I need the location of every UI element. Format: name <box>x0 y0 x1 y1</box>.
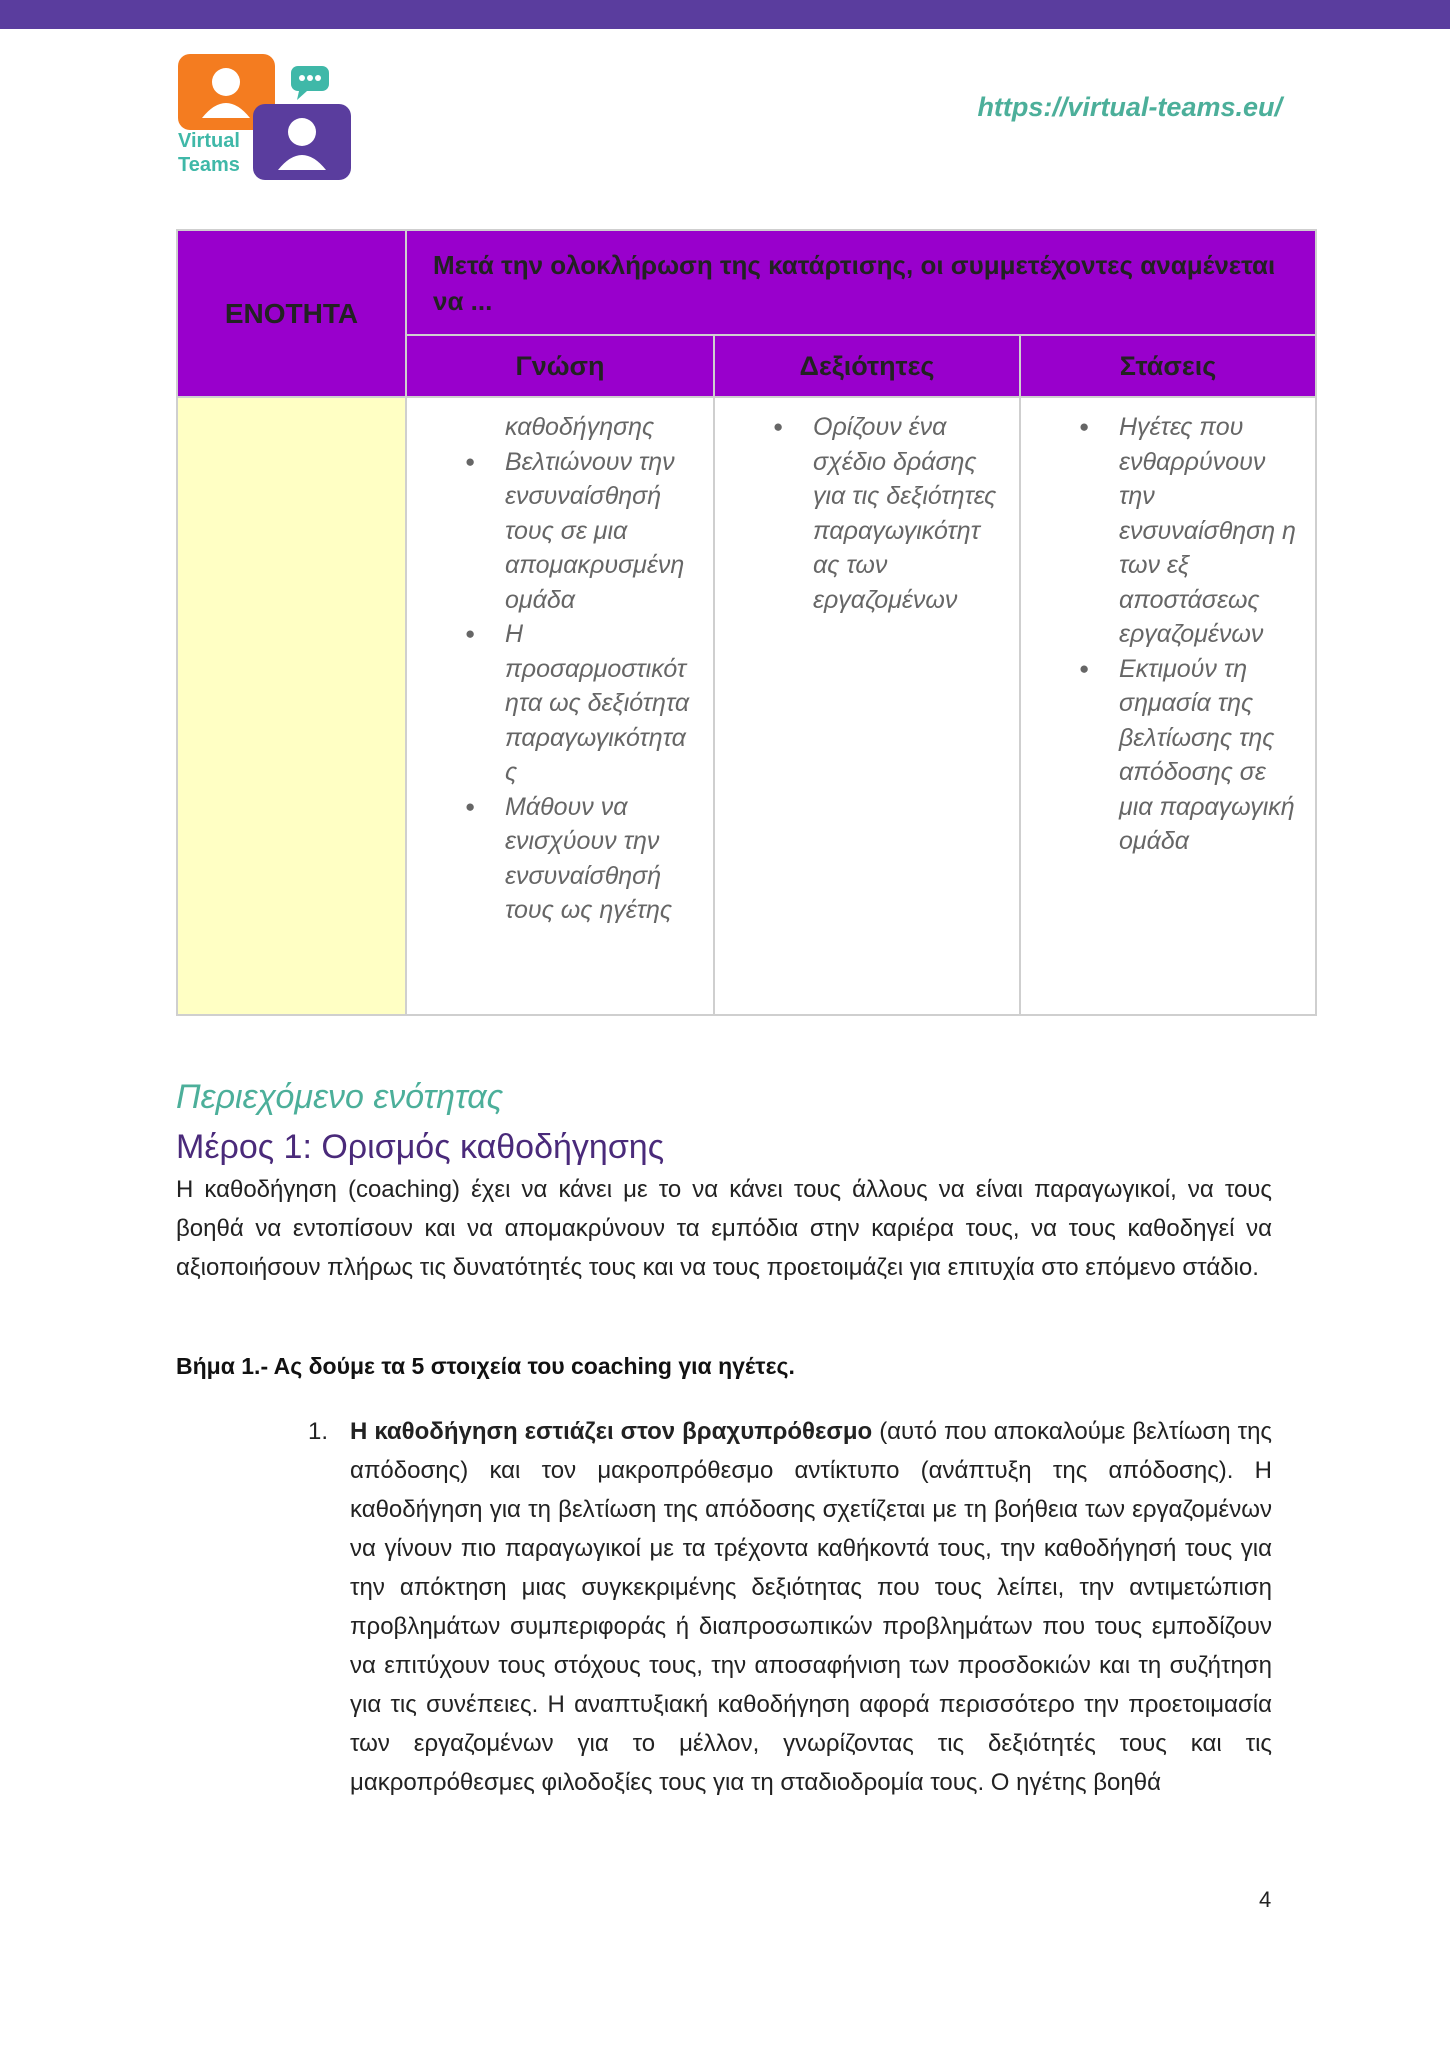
unit-header-cell <box>177 230 406 397</box>
intro-header-cell <box>406 230 1316 335</box>
knowledge-cell <box>406 397 714 1015</box>
top-color-bar <box>0 0 1450 29</box>
list-item-text <box>350 1412 1272 1802</box>
attitudes-cell <box>1020 397 1316 1015</box>
unit-header: ΕΝΟΤΗΤΑ <box>224 297 359 329</box>
list-item-body: (αυτό που αποκαλούμε βελτίωση της απόδοσης) και τον μακροπρόθεσμο αντίκτυπο (ανάπτυξη της απόδοσης). Η καθοδήγηση για τη βελτίωση της απόδοσης σχετίζεται με τη βοήθεια των εργαζομένων να γίνουν πιο παραγωγικοί με τα τρέχοντα καθήκοντά τους, την καθοδήγησή τους για την απόκτηση μιας συγκεκριμένης δεξιότητας που τους λείπει, την αντιμετώπιση προβλημάτων συμπεριφοράς ή διαπροσωπικών προβλημάτων που τους εμποδίζουν να επιτύχουν τους στόχους τους, την αποσαφήνιση των προσδοκιών και τη συζήτηση για τις συνέπειες. Η αναπτυξιακή καθοδήγηση αφορά περισσότερο την προετοιμασία των εργαζομένων για το μέλλον, γνωρίζοντας τις δεξιότητές τους και τις μακροπρόθεσμες φιλοδοξίες τους για τη σταδιοδρομία τους. Ο ηγέτης βοηθά <box>350 1418 1272 1796</box>
website-url-link[interactable]: https://virtual-teams.eu/ <box>977 92 1282 122</box>
intro-paragraph: Η καθοδήγηση (coaching) έχει να κάνει με το να κάνει τους άλλους να είναι παραγωγικοί, να τους βοηθά να εντοπίσουν και να απομακρύνουν τα εμπόδια στην καριέρα τους, να τους καθοδηγεί να αξιοποιήσουν πλήρως τις δυνατότητές τους και να τους προετοιμάζει για επιτυχία στο επόμενο στάδιο. <box>176 1176 1272 1281</box>
page-number: 4 <box>1259 1887 1272 1912</box>
list-item-number: 1. <box>308 1418 329 1445</box>
learning-objectives-table <box>176 229 1317 1016</box>
column-header-knowledge: Γνώση <box>406 335 714 397</box>
unit-cell <box>177 397 406 1015</box>
list-item <box>308 1412 1272 1802</box>
svg-text:Teams: Teams <box>178 154 240 176</box>
intro-header: Μετά την ολοκλήρωση της κατάρτισης, οι συμμετέχοντες αναμένεται να ... <box>433 249 1276 316</box>
knowledge-item: ● Η προσαρμοστικότ ητα ως δεξιότητα παραγωγικότητα ς <box>505 617 703 790</box>
virtual-teams-logo <box>176 52 356 182</box>
skills-cell <box>714 397 1020 1015</box>
knowledge-item: ● Μάθουν να ενισχύουν την ενσυναίσθησή τους ως ηγέτης <box>505 790 703 928</box>
list-item-bold-lead: Η καθοδήγηση εστιάζει στον βραχυπρόθεσμο <box>350 1418 873 1445</box>
knowledge-item: ● Βελτιώνουν την ενσυναίσθησή τους σε μια απομακρυσμένη ομάδα <box>505 445 703 618</box>
skills-item: ● Ορίζουν ένα σχέδιο δράσης για τις δεξιότητες παραγωγικότητ ας των εργαζομένων <box>813 410 1013 617</box>
attitudes-item: ● Ηγέτες που ενθαρρύνουν την ενσυναίσθηση η των εξ αποστάσεως εργαζομένων <box>1119 410 1305 652</box>
column-header-skills: Δεξιότητες <box>714 335 1020 397</box>
step-heading: Βήμα 1.- Ας δούμε τα 5 στοιχεία του coaching για ηγέτες. <box>176 1353 795 1379</box>
column-header-attitudes: Στάσεις <box>1020 335 1316 397</box>
part-title: Μέρος 1: Ορισμός καθοδήγησης <box>176 1128 665 1166</box>
knowledge-continued-text: καθοδήγησης <box>505 413 655 441</box>
section-title: Περιεχόμενο ενότητας <box>176 1078 504 1116</box>
attitudes-item: ● Εκτιμούν τη σημασία της βελτίωσης της απόδοσης σε μια παραγωγική ομάδα <box>1119 652 1305 859</box>
svg-text:Virtual: Virtual <box>178 130 240 152</box>
